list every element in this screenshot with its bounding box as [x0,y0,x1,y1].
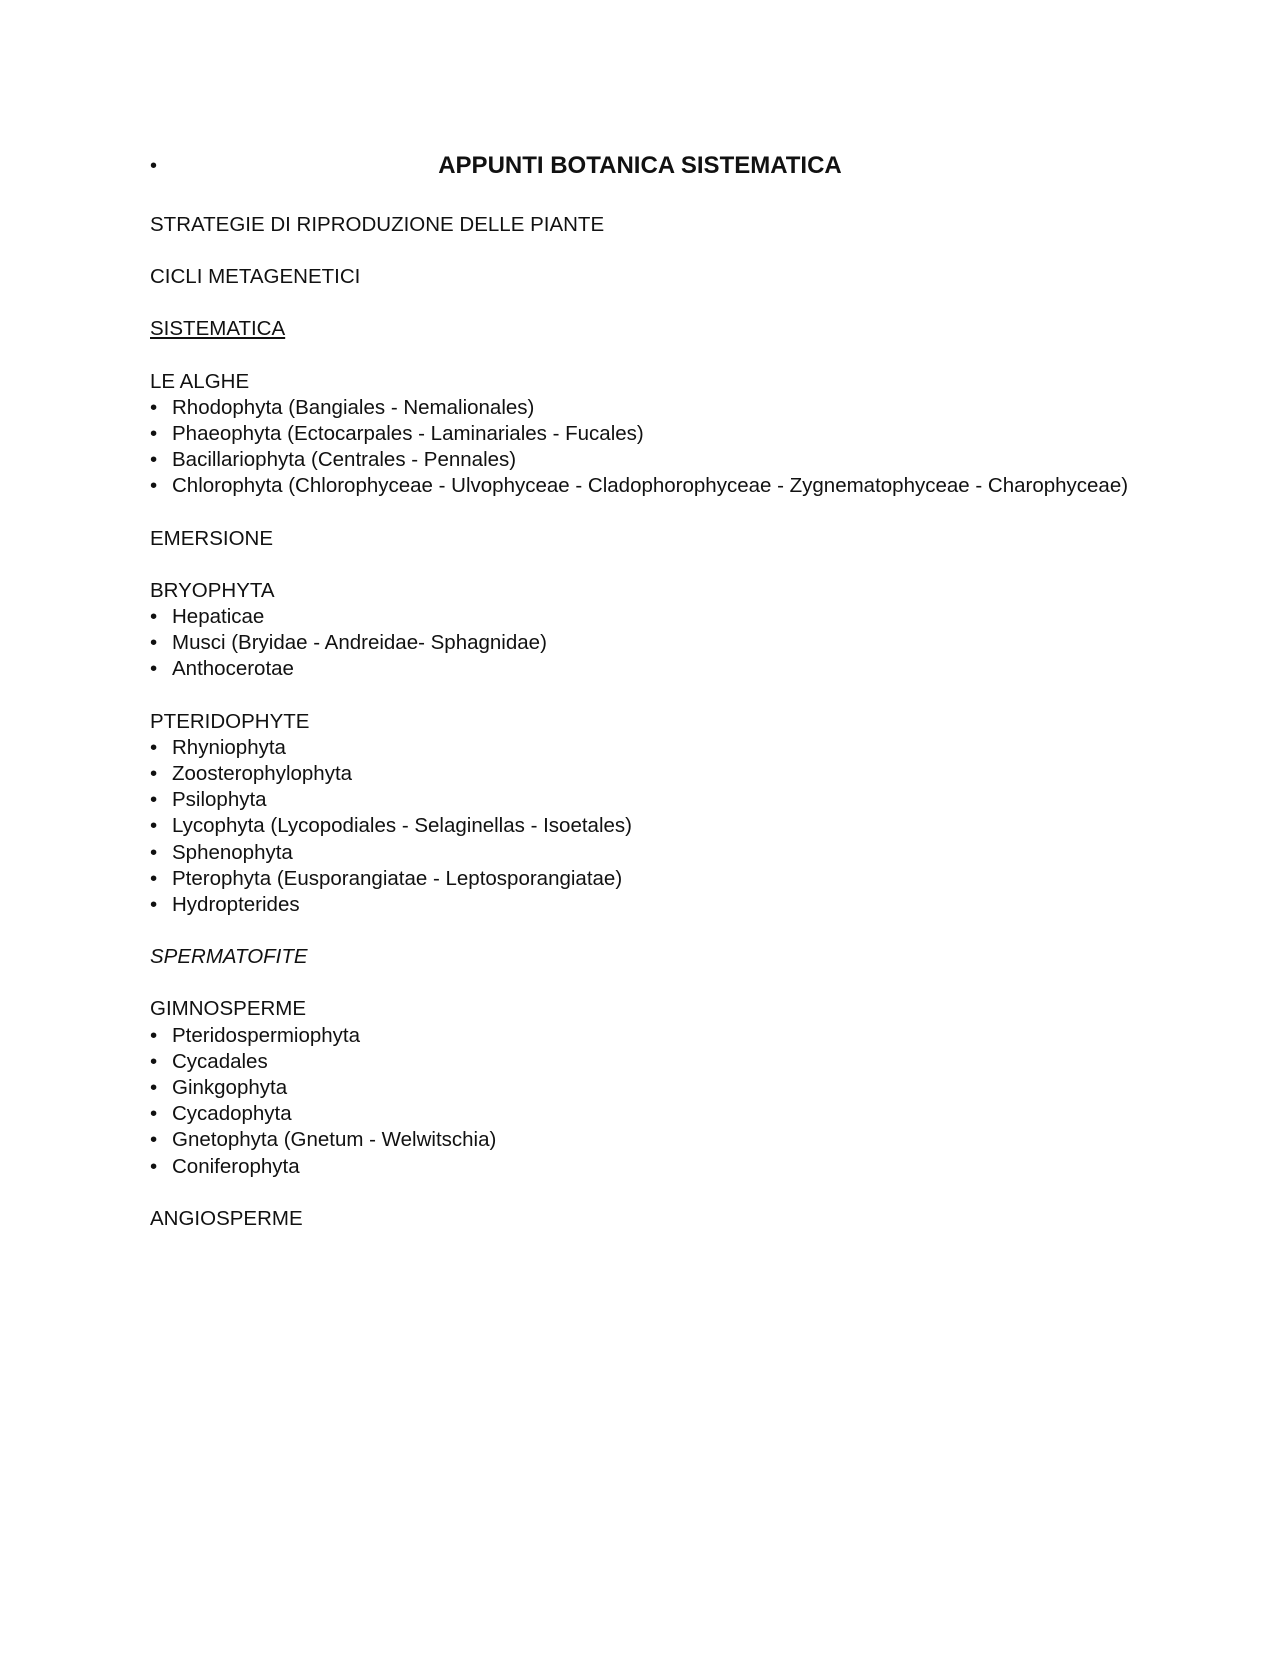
section [150,264,1130,290]
list-item-text: Psilophyta [172,788,267,812]
bullet-icon: • [150,840,158,864]
list-item [150,421,1130,447]
section-heading: SISTEMATICA [150,317,286,341]
list-item-text: Musci (Bryidae - Andreidae- Sphagnidae) [172,631,547,655]
list-item-text: Ginkgophyta [172,1076,288,1100]
title-bullet: • [150,155,158,177]
list-item [150,395,1130,421]
bullet-icon: • [150,788,158,812]
section [150,526,1130,552]
bullet-list [150,604,1130,683]
section-heading: BRYOPHYTA [150,578,275,602]
list-item-text: Pteridospermiophyta [172,1023,361,1047]
list-item [150,892,1130,918]
bullet-icon: • [150,395,158,419]
list-item-text: Phaeophyta (Ectocarpales - Laminariales - Fucales) [172,422,644,446]
list-item-text: Chlorophyta (Chlorophyceae - Ulvophyceae - Cladophorophyceae - Zygnematophyceae - Charophyceae) [172,474,1129,498]
list-item [150,1023,1130,1049]
section [150,212,1130,238]
list-item-text: Bacillariophyta (Centrales - Pennales) [172,448,517,472]
section [150,316,1130,342]
bullet-icon: • [150,1023,158,1047]
bullet-icon: • [150,631,158,655]
section-heading: PTERIDOPHYTE [150,709,310,733]
section-heading: CICLI METAGENETICI [150,265,361,289]
section [150,996,1130,1179]
bullet-icon: • [150,1128,158,1152]
bullet-icon: • [150,762,158,786]
list-item [150,840,1130,866]
list-item-text: Lycophyta (Lycopodiales - Selaginellas - Isoetales) [172,814,632,838]
list-item [150,1049,1130,1075]
list-item [150,761,1130,787]
list-item [150,1075,1130,1101]
page-title: APPUNTI BOTANICA SISTEMATICA [438,152,842,179]
section-heading: EMERSIONE [150,526,274,550]
list-item-text: Hydropterides [172,893,300,917]
bullet-icon: • [150,1102,158,1126]
bullet-icon: • [150,814,158,838]
bullet-icon: • [150,474,158,498]
bullet-list [150,735,1130,918]
list-item [150,787,1130,813]
list-item [150,1154,1130,1180]
list-item [150,604,1130,630]
list-item-text: Sphenophyta [172,840,293,864]
list-item-text: Gnetophyta (Gnetum - Welwitschia) [172,1128,497,1152]
list-item [150,447,1130,473]
bullet-icon: • [150,1154,158,1178]
list-item [150,866,1130,892]
list-item-text: Zoosterophylophyta [172,762,353,786]
bullet-icon: • [150,735,158,759]
list-item [150,1101,1130,1127]
bullet-list [150,395,1130,500]
section-heading: ANGIOSPERME [150,1206,303,1230]
section-heading: GIMNOSPERME [150,997,307,1021]
bullet-icon: • [150,866,158,890]
list-item-text: Rhodophyta (Bangiales - Nemalionales) [172,395,535,419]
bullet-icon: • [150,448,158,472]
list-item-text: Anthocerotae [172,657,294,681]
list-item [150,813,1130,839]
document-body [150,212,1130,1258]
bullet-icon: • [150,422,158,446]
section [150,944,1130,970]
title-row [150,150,1130,184]
list-item [150,656,1130,682]
list-item-text: Pterophyta (Eusporangiatae - Leptosporangiatae) [172,866,623,890]
list-item [150,1127,1130,1153]
bullet-list [150,1023,1130,1180]
list-item [150,735,1130,761]
list-item-text: Rhyniophyta [172,735,286,759]
bullet-icon: • [150,657,158,681]
list-item-text: Cycadophyta [172,1102,292,1126]
bullet-icon: • [150,893,158,917]
section [150,369,1130,500]
bullet-icon: • [150,1049,158,1073]
bullet-icon: • [150,605,158,629]
section-heading: LE ALGHE [150,369,250,393]
list-item [150,473,1130,499]
list-item-text: Coniferophyta [172,1154,300,1178]
section-heading: STRATEGIE DI RIPRODUZIONE DELLE PIANTE [150,213,605,236]
section [150,578,1130,683]
section [150,709,1130,919]
list-item-text: Hepaticae [172,605,265,629]
list-item-text: Cycadales [172,1049,268,1073]
bullet-icon: • [150,1076,158,1100]
section [150,1206,1130,1232]
list-item [150,630,1130,656]
section-heading: SPERMATOFITE [150,945,308,969]
